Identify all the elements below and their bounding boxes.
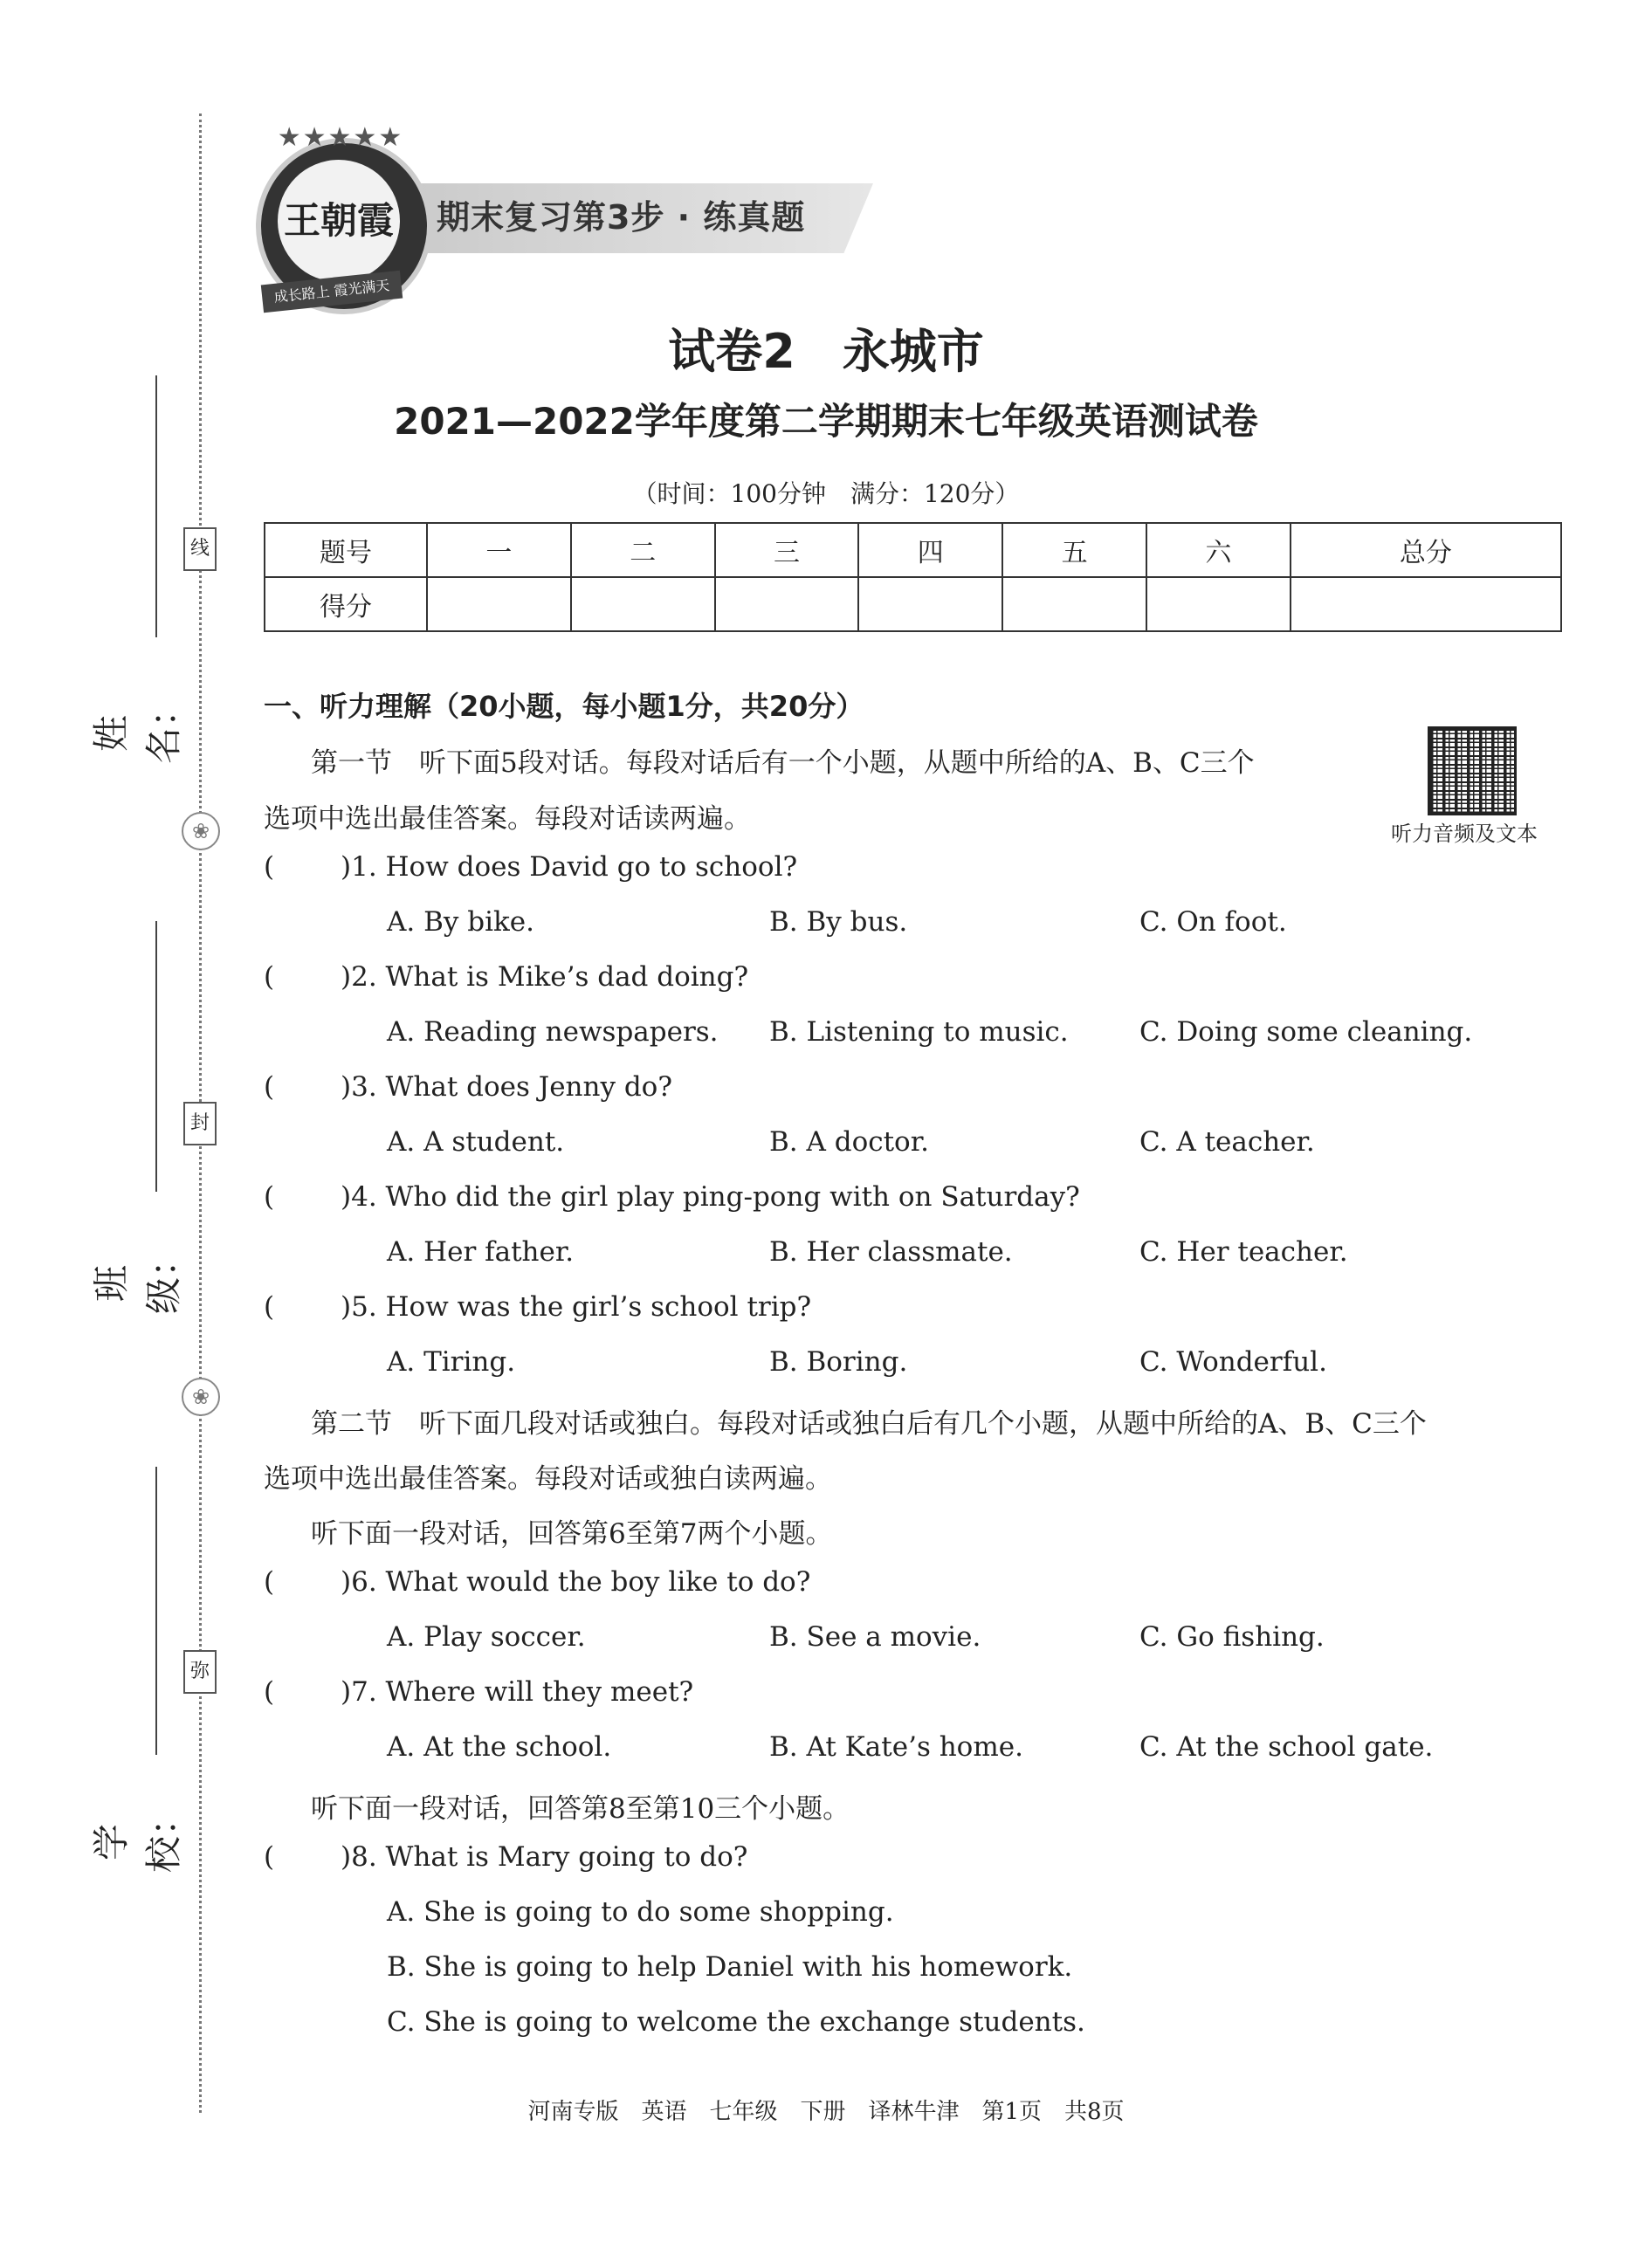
- option-a: A. By bike.: [387, 906, 534, 938]
- option-a: A. Play soccer.: [387, 1621, 586, 1653]
- part2-instruction-cont: 选项中选出最佳答案。每段对话或独白读两遍。: [264, 1463, 832, 1495]
- score-blank-cell[interactable]: [427, 577, 571, 631]
- option-c: C. Wonderful.: [1139, 1346, 1327, 1378]
- question-text: )8. What is Mary going to do?: [341, 1841, 748, 1873]
- qr-code-icon[interactable]: [1428, 726, 1517, 815]
- answer-bracket[interactable]: (: [264, 1676, 275, 1708]
- score-header-cell: 题号: [265, 523, 427, 577]
- school-underline: [155, 1467, 157, 1755]
- instruction-q8-10: 听下面一段对话，回答第8至第10三个小题。: [311, 1793, 850, 1825]
- answer-bracket[interactable]: (: [264, 1291, 275, 1323]
- option-c: C. At the school gate.: [1139, 1731, 1434, 1763]
- answer-bracket[interactable]: (: [264, 1181, 275, 1213]
- question-text: )6. What would the boy like to do?: [341, 1566, 811, 1598]
- option-b: B. Her classmate.: [769, 1236, 1013, 1268]
- score-header-cell: 三: [715, 523, 859, 577]
- option-a: A. She is going to do some shopping.: [387, 1896, 894, 1928]
- score-row-label: 得分: [265, 577, 427, 631]
- instruction-q6-7: 听下面一段对话，回答第6至第7两个小题。: [311, 1518, 833, 1550]
- option-c: C. A teacher.: [1139, 1126, 1315, 1158]
- flower-ornament-icon: ❀: [182, 812, 220, 850]
- question-text: )7. Where will they meet?: [341, 1676, 694, 1708]
- score-header-cell: 一: [427, 523, 571, 577]
- score-header-cell: 二: [571, 523, 715, 577]
- logo-center: [278, 160, 400, 282]
- part1-instruction-cont: 选项中选出最佳答案。每段对话读两遍。: [264, 803, 751, 835]
- time-and-score: （时间：100分钟 满分：120分）: [632, 479, 1020, 508]
- stars-icon: ★★★★★: [277, 122, 404, 153]
- part2-instruction: 第二节 听下面几段对话或独白。每段对话或独白后有几个小题，从题中所给的A、B、C三个: [311, 1408, 1427, 1440]
- score-table-header-row: [265, 523, 1561, 577]
- question-text: )3. What does Jenny do?: [341, 1071, 672, 1103]
- logo-ribbon: 成长路上 霞光满天: [261, 271, 403, 313]
- score-blank-cell[interactable]: [571, 577, 715, 631]
- score-header-cell: 四: [858, 523, 1002, 577]
- class-underline: [155, 921, 157, 1192]
- option-a: A. A student.: [387, 1126, 565, 1158]
- option-a: A. Reading newspapers.: [387, 1016, 719, 1048]
- score-table-score-row: [265, 577, 1561, 631]
- option-c: C. Her teacher.: [1139, 1236, 1348, 1268]
- flower-ornament-icon: ❀: [182, 1378, 220, 1416]
- logo-name: 王朝霞: [283, 199, 394, 242]
- option-b: B. By bus.: [769, 906, 908, 938]
- option-c: C. She is going to welcome the exchange students.: [387, 2006, 1085, 2038]
- section-heading: 一、听力理解（20小题，每小题1分，共20分）: [264, 690, 864, 723]
- school-label: 学校：: [90, 1799, 185, 1873]
- page-footer: 河南专版 英语 七年级 下册 译林牛津 第1页 共8页: [527, 2099, 1125, 2125]
- paper-title: 试卷2 永城市: [668, 324, 984, 379]
- question-text: )5. How was the girl’s school trip?: [341, 1291, 812, 1323]
- score-blank-cell[interactable]: [858, 577, 1002, 631]
- answer-bracket[interactable]: (: [264, 961, 275, 993]
- option-b: B. A doctor.: [769, 1126, 929, 1158]
- option-b: B. Listening to music.: [769, 1016, 1069, 1048]
- option-a: A. At the school.: [387, 1731, 612, 1763]
- score-header-cell: 五: [1002, 523, 1146, 577]
- answer-bracket[interactable]: (: [264, 1071, 275, 1103]
- score-header-cell: 六: [1146, 523, 1291, 577]
- option-c: C. On foot.: [1139, 906, 1287, 938]
- qr-label: 听力音频及文本: [1391, 822, 1538, 846]
- part1-instruction: 第一节 听下面5段对话。每段对话后有一个小题，从题中所给的A、B、C三个: [311, 747, 1255, 779]
- option-b: B. At Kate’s home.: [769, 1731, 1023, 1763]
- score-blank-cell[interactable]: [1291, 577, 1561, 631]
- score-blank-cell[interactable]: [1002, 577, 1146, 631]
- question-text: )4. Who did the girl play ping-pong with on Saturday?: [341, 1181, 1080, 1213]
- option-a: A. Tiring.: [387, 1346, 516, 1378]
- fold-word-xian: 线: [183, 527, 217, 571]
- option-b: B. Boring.: [769, 1346, 908, 1378]
- score-blank-cell[interactable]: [1146, 577, 1291, 631]
- name-label: 姓名：: [90, 690, 185, 764]
- score-table: [264, 522, 1562, 632]
- option-b: B. She is going to help Daniel with his homework.: [387, 1951, 1073, 1983]
- question-text: )2. What is Mike’s dad doing?: [341, 961, 749, 993]
- option-a: A. Her father.: [387, 1236, 575, 1268]
- answer-bracket[interactable]: (: [264, 1566, 275, 1598]
- fold-word-mi: 弥: [183, 1650, 217, 1694]
- score-header-cell: 总分: [1291, 523, 1561, 577]
- class-label: 班级：: [90, 1240, 185, 1314]
- question-text: )1. How does David go to school?: [341, 851, 798, 883]
- option-c: C. Doing some cleaning.: [1139, 1016, 1473, 1048]
- banner-text: 期末复习第3步 · 练真题: [437, 198, 806, 237]
- answer-bracket[interactable]: (: [264, 851, 275, 883]
- answer-bracket[interactable]: (: [264, 1841, 275, 1873]
- fold-word-feng: 封: [183, 1102, 217, 1145]
- option-c: C. Go fishing.: [1139, 1621, 1325, 1653]
- option-b: B. See a movie.: [769, 1621, 981, 1653]
- paper-subtitle: 2021—2022学年度第二学期期末七年级英语测试卷: [394, 400, 1258, 443]
- score-blank-cell[interactable]: [715, 577, 859, 631]
